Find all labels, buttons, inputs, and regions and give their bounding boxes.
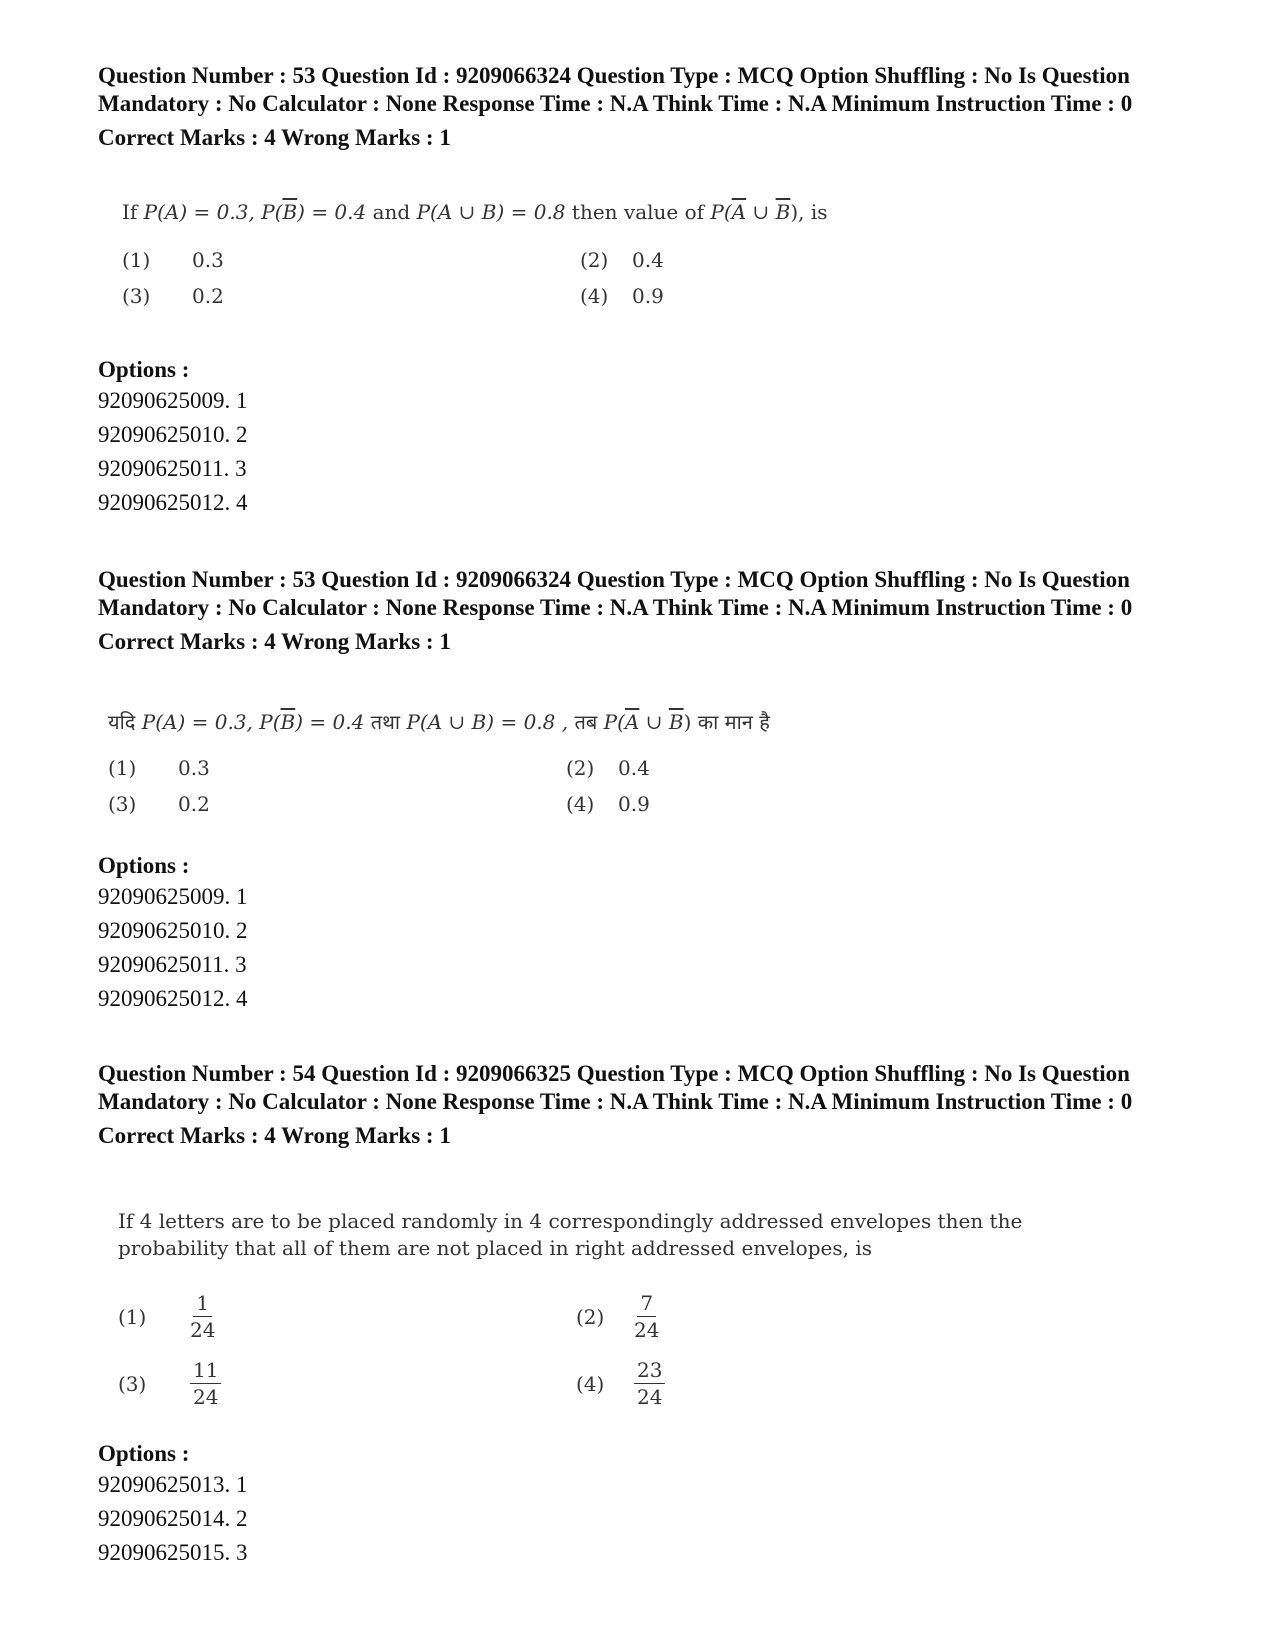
choice-4: (4) 0.9	[566, 792, 650, 816]
question-header: Question Number : 54 Question Id : 9209066325 Question Type : MCQ Option Shuffling : No Is Question Mandatory : No Calculator : None Response Time : N.A Think Time : N.A Minimum Instruction Time : 0	[98, 1061, 1133, 1114]
question-stem: If P(A) = 0.3, $P(\overline{B}) = 0.4$ and P(A ∪ B) = 0.8 then value of $P(\overline{A}$ ∪ $\overline{B}$), is	[122, 200, 828, 224]
question-stem: यदि P(A) = 0.3, $P(\overline{B}) = 0.4$ तथा P(A ∪ B) = 0.8 , तब $P(\overline{A}$ ∪ $\overline{B}$) का मान है	[108, 710, 770, 734]
choice-3: (3) 0.2	[122, 284, 224, 308]
option-line: 92090625009. 1	[98, 884, 248, 909]
question-block-1	[98, 62, 1158, 152]
question-stem: If 4 letters are to be placed randomly in 4 correspondingly addressed envelopes then the probability that all of them are not placed in right addressed envelopes, is	[118, 1209, 1023, 1260]
choice-1: (1) 0.3	[122, 248, 224, 272]
question-block-3	[98, 1060, 1158, 1150]
option-line: 92090625013. 1	[98, 1472, 248, 1497]
option-line: 92090625010. 2	[98, 918, 248, 943]
choice-3: (3) 0.2	[108, 792, 210, 816]
marks-line: Correct Marks : 4 Wrong Marks : 1	[98, 125, 451, 150]
options-label: Options :	[98, 357, 190, 382]
choice-2: (2) 0.4	[566, 756, 650, 780]
choice-1: (1) 0.3	[108, 756, 210, 780]
options-label: Options :	[98, 853, 190, 878]
option-line: 92090625010. 2	[98, 422, 248, 447]
option-line: 92090625012. 4	[98, 490, 248, 515]
option-line: 92090625014. 2	[98, 1506, 248, 1531]
choice-1: (1) $\frac{1}{24}$	[118, 1291, 216, 1342]
question-header: Question Number : 53 Question Id : 9209066324 Question Type : MCQ Option Shuffling : No Is Question Mandatory : No Calculator : None Response Time : N.A Think Time : N.A Minimum Instruction Time : 0	[98, 567, 1133, 620]
option-line: 92090625011. 3	[98, 456, 247, 481]
marks-line: Correct Marks : 4 Wrong Marks : 1	[98, 1123, 451, 1148]
options-label: Options :	[98, 1441, 190, 1466]
choice-2: (2) 0.4	[580, 248, 664, 272]
options-list-2	[98, 852, 1158, 1016]
question-block-2	[98, 566, 1158, 656]
option-line: 92090625009. 1	[98, 388, 248, 413]
question-header: Question Number : 53 Question Id : 9209066324 Question Type : MCQ Option Shuffling : No Is Question Mandatory : No Calculator : None Response Time : N.A Think Time : N.A Minimum Instruction Time : 0	[98, 63, 1133, 116]
option-line: 92090625015. 3	[98, 1540, 248, 1565]
option-line: 92090625011. 3	[98, 952, 247, 977]
choice-3: (3) $\frac{11}{24}$	[118, 1357, 221, 1410]
choice-2: (2) $\frac{7}{24}$	[576, 1291, 660, 1342]
option-line: 92090625012. 4	[98, 986, 248, 1011]
choice-4: (4) $\frac{23}{24}$	[576, 1357, 665, 1410]
options-list-1	[98, 356, 1158, 520]
options-list-3	[98, 1440, 1158, 1570]
marks-line: Correct Marks : 4 Wrong Marks : 1	[98, 629, 451, 654]
choice-4: (4) 0.9	[580, 284, 664, 308]
